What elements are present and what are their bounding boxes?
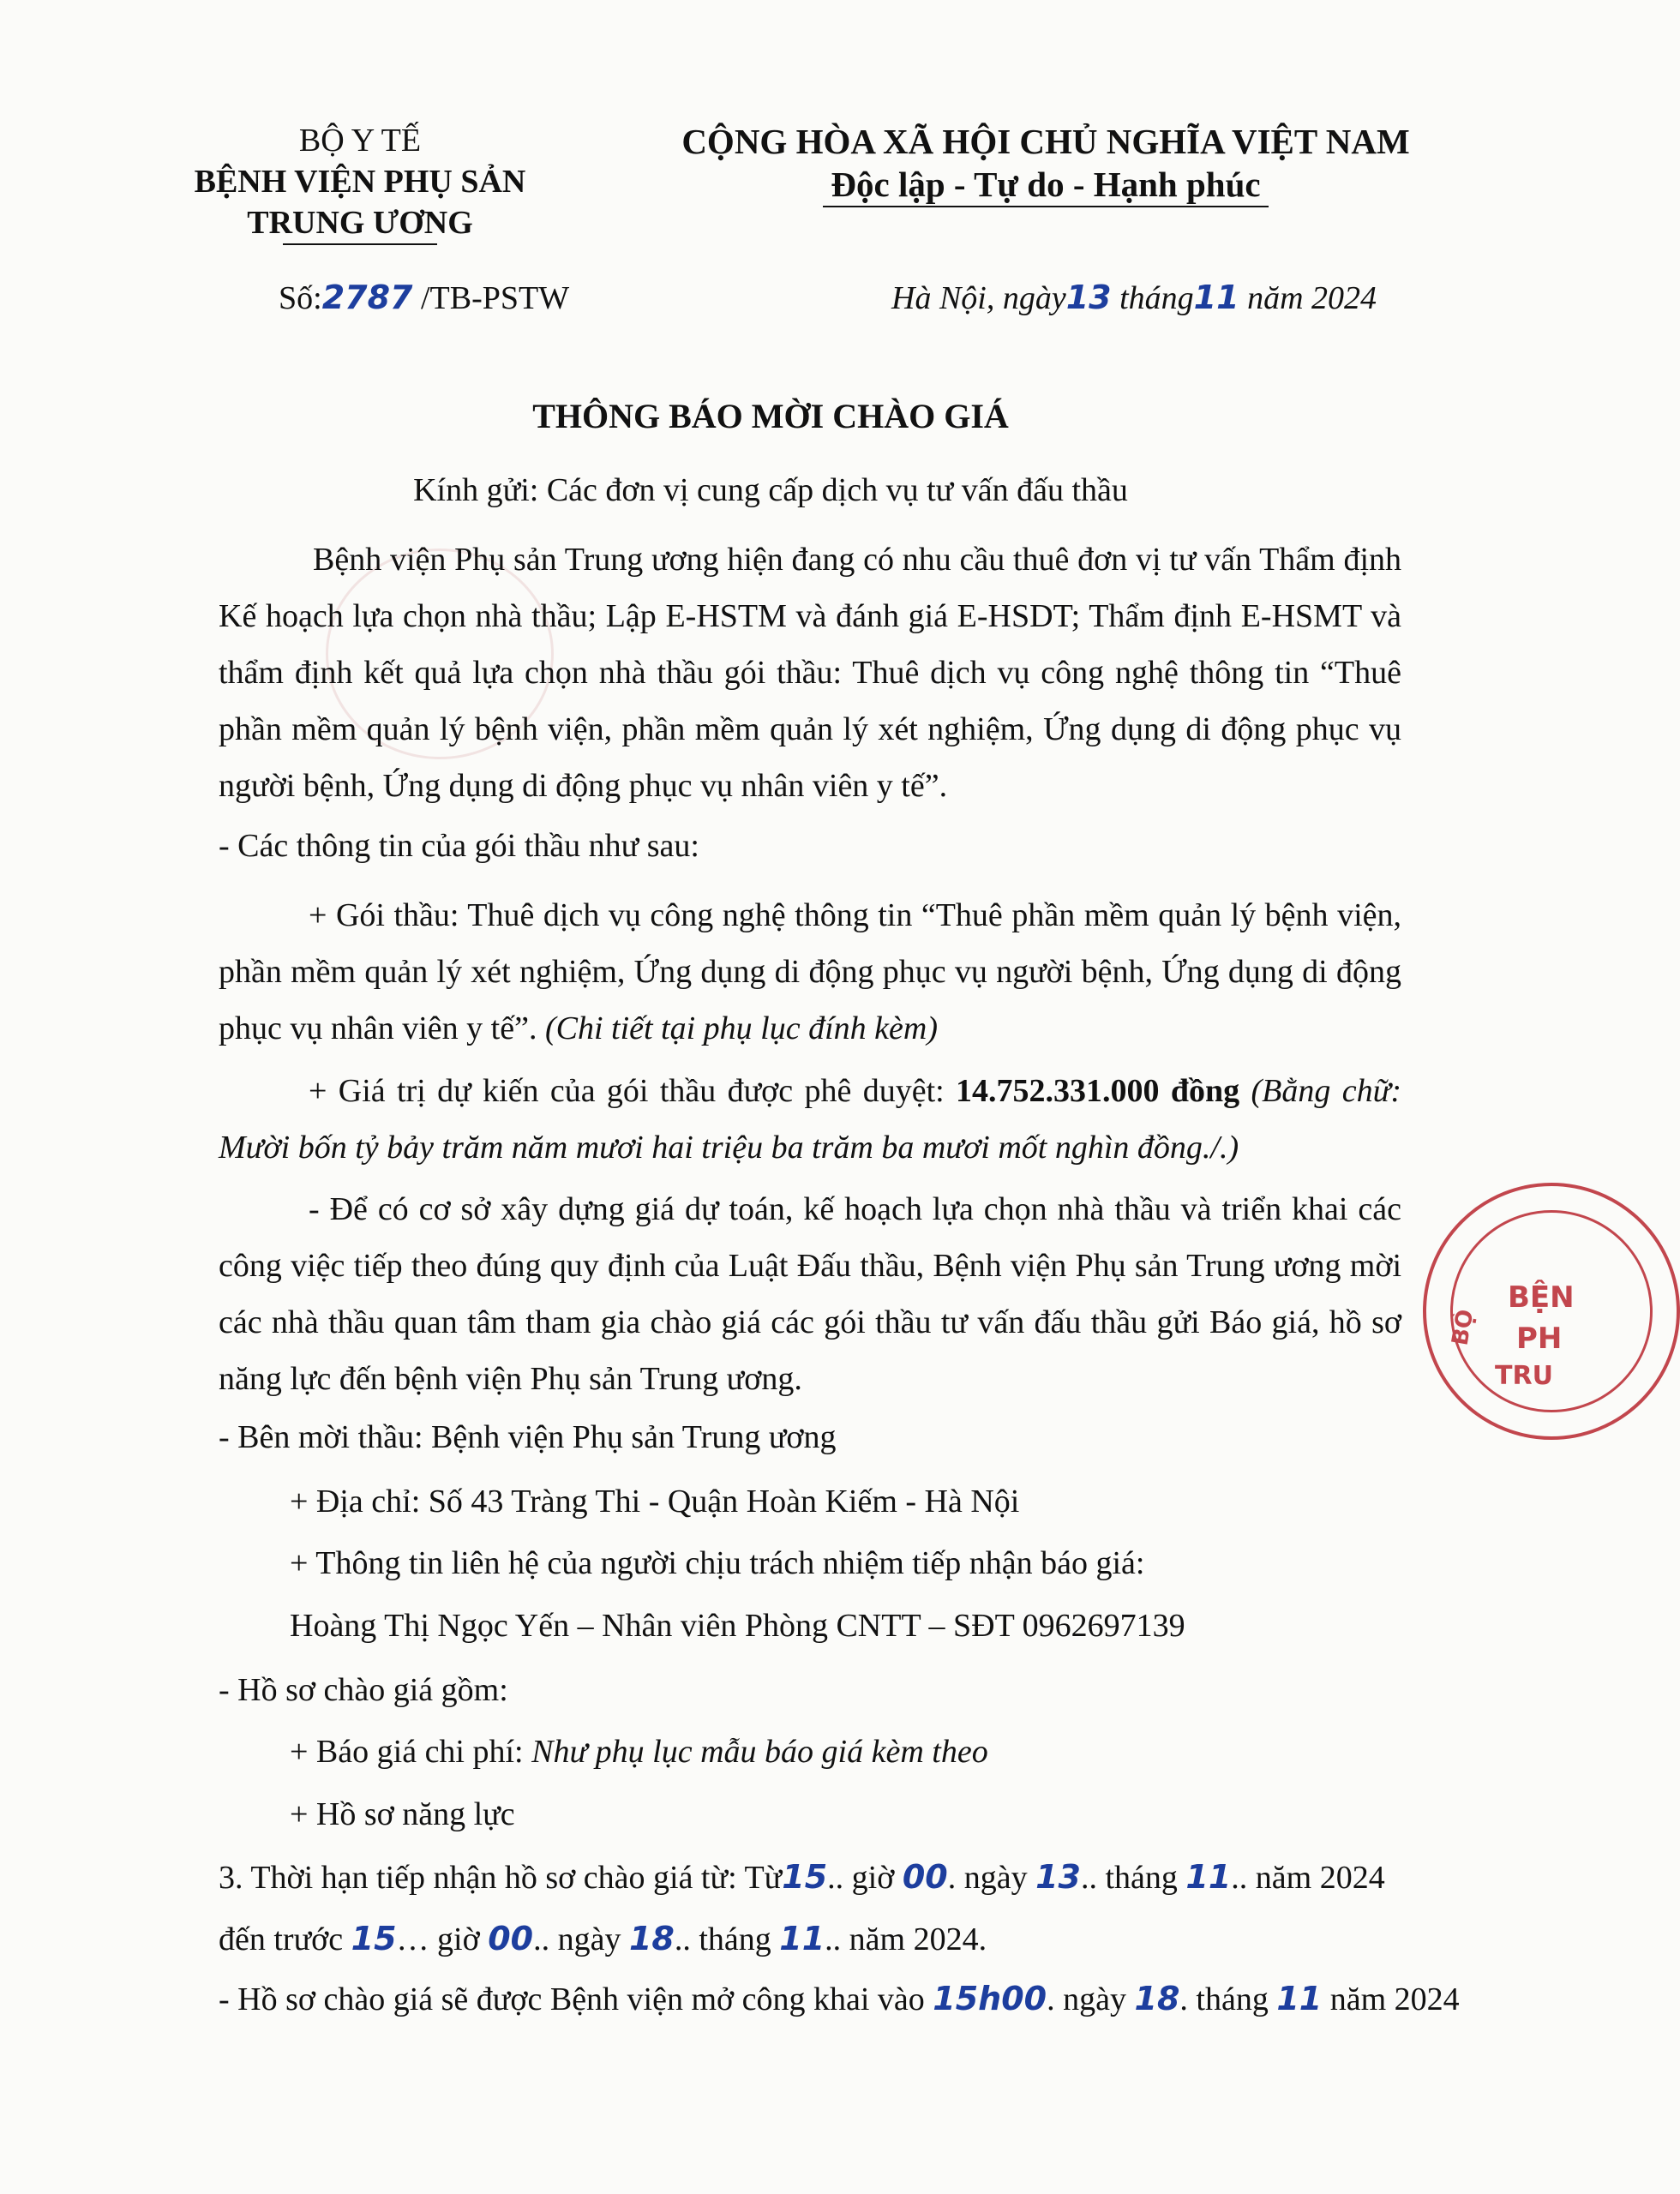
issuer-underline	[283, 243, 437, 245]
stamp-text-line1: BỆN	[1508, 1280, 1575, 1315]
stamp-text-line3: TRU	[1495, 1361, 1553, 1391]
purpose-paragraph: - Để có cơ sở xây dựng giá dự toán, kế hoạch lựa chọn nhà thầu và triển khai các công việc tiếp theo đúng quy định của Luật Đấu thầu, Bệnh viện Phụ sản Trung ương mời các nhà thầu quan tâm tham gia chào giá các gói thầu tư vấn đấu thầu gửi Báo giá, hồ sơ năng lực đến bệnh viện Phụ sản Trung ương.	[219, 1191, 1401, 1397]
document-title: THÔNG BÁO MỜI CHÀO GIÁ	[532, 397, 1009, 435]
opening-line	[219, 1980, 1460, 2018]
deadline-text: .. tháng	[1080, 1860, 1186, 1896]
package-text: + Gói thầu: Thuê dịch vụ công nghệ thông tin “Thuê phần mềm quản lý bệnh viện, phần mềm quản lý xét nghiệm, Ứng dụng di động phục vụ người bệnh, Ứng dụng di động phục vụ nhân viên y tế”.	[219, 897, 1401, 1046]
motto-underline	[823, 206, 1269, 207]
hospital-name-line2: TRUNG ƯƠNG	[247, 205, 473, 241]
inviter-line: - Bên mời thầu: Bệnh viện Phụ sản Trung ương	[219, 1419, 837, 1455]
opening-day: 18	[1134, 1980, 1180, 2017]
deadline-start-month: 11	[1185, 1858, 1232, 1896]
document-date	[891, 279, 1377, 317]
recipient-line: Kính gửi: Các đơn vị cung cấp dịch vụ tư vấn đấu thầu	[413, 472, 1128, 508]
deadline-text: đến trước	[219, 1921, 351, 1957]
opening-month: 11	[1276, 1980, 1323, 2017]
ministry-name: BỘ Y TẾ	[298, 123, 422, 159]
deadline-text: .. tháng	[674, 1921, 780, 1957]
dossier-item-capability: + Hồ sơ năng lực	[290, 1796, 515, 1832]
date-month: 11	[1193, 279, 1239, 316]
date-suffix: năm 2024	[1239, 280, 1377, 316]
deadline-end-month: 11	[779, 1920, 825, 1957]
package-note: (Chi tiết tại phụ lục đính kèm)	[544, 1010, 938, 1046]
opening-text: năm 2024	[1322, 1981, 1460, 2017]
opening-text: . tháng	[1179, 1981, 1277, 2017]
address-line: + Địa chỉ: Số 43 Tràng Thi - Quận Hoàn Kiếm - Hà Nội	[290, 1484, 1020, 1520]
deadline-line-2	[219, 1920, 987, 1958]
issuer-block	[171, 120, 549, 245]
date-mid: tháng	[1111, 280, 1194, 316]
nation-block	[660, 120, 1431, 207]
contact-heading: + Thông tin liên hệ của người chịu trách nhiệm tiếp nhận báo giá:	[290, 1545, 1145, 1581]
nation-name: CỘNG HÒA XÃ HỘI CHỦ NGHĨA VIỆT NAM	[681, 122, 1410, 161]
number-handwritten: 2787	[321, 279, 413, 316]
opening-text: . ngày	[1047, 1981, 1135, 2017]
deadline-line-1	[219, 1858, 1385, 1897]
deadline-text: .. ngày	[533, 1921, 629, 1957]
deadline-text: . ngày	[947, 1860, 1036, 1896]
number-prefix: Số:	[279, 280, 322, 316]
dossier-item-quote-note: Như phụ lục mẫu báo giá kèm theo	[531, 1734, 988, 1770]
deadline-end-hour: 15	[351, 1920, 397, 1957]
stamp-text-side: BỘ	[1447, 1307, 1479, 1348]
value-paragraph	[219, 1063, 1401, 1176]
deadline-start-minute: 00	[902, 1858, 948, 1896]
package-paragraph	[219, 887, 1401, 1057]
stamp-text-line2: PH	[1516, 1322, 1563, 1356]
deadline-text: .. năm 2024.	[825, 1921, 987, 1957]
contact-line: Hoàng Thị Ngọc Yến – Nhân viên Phòng CNTT – SĐT 0962697139	[290, 1608, 1185, 1644]
number-suffix: /TB-PSTW	[412, 280, 570, 316]
hospital-name-line1: BỆNH VIỆN PHỤ SẢN	[194, 164, 526, 200]
deadline-text: … giờ	[396, 1921, 489, 1957]
value-prefix: + Giá trị dự kiến của gói thầu được phê duyệt:	[309, 1073, 957, 1109]
document-number	[279, 279, 569, 317]
date-prefix: Hà Nội, ngày	[891, 280, 1066, 316]
dossier-item-quote-prefix: + Báo giá chi phí:	[290, 1734, 532, 1770]
deadline-text: .. năm 2024	[1231, 1860, 1385, 1896]
opening-text: - Hồ sơ chào giá sẽ được Bệnh viện mở công khai vào	[219, 1981, 933, 2017]
value-amount: 14.752.331.000 đồng	[956, 1073, 1240, 1109]
deadline-end-day: 18	[628, 1920, 675, 1957]
dossier-item-quote	[290, 1733, 988, 1771]
value-words: (Bằng chữ: Mười bốn tỷ bảy trăm năm mươi hai triệu ba trăm ba mươi mốt nghìn đồng./.)	[219, 1073, 1401, 1166]
deadline-start-day: 13	[1035, 1858, 1081, 1896]
motto: Độc lập - Tự do - Hạnh phúc	[831, 165, 1261, 204]
dossier-heading: - Hồ sơ chào giá gồm:	[219, 1672, 508, 1708]
deadline-text: .. giờ	[827, 1860, 903, 1896]
official-stamp	[1423, 1183, 1680, 1440]
deadline-start-hour: 15	[782, 1858, 828, 1896]
opening-time: 15h00	[933, 1980, 1047, 2017]
intro-paragraph: Bệnh viện Phụ sản Trung ương hiện đang có nhu cầu thuê đơn vị tư vấn Thẩm định Kế hoạch lựa chọn nhà thầu; Lập E-HSTM và đánh giá E-HSDT; Thẩm định E-HSMT và thẩm định kết quả lựa chọn nhà thầu gói thầu: Thuê dịch vụ công nghệ thông tin “Thuê phần mềm quản lý bệnh viện, phần mềm quản lý xét nghiệm, Ứng dụng di động phục vụ người bệnh, Ứng dụng di động phục vụ nhân viên y tế”.	[219, 542, 1401, 804]
deadline-text: 3. Thời hạn tiếp nhận hồ sơ chào giá từ: Từ	[219, 1860, 783, 1896]
deadline-end-minute: 00	[488, 1920, 534, 1957]
package-info-heading: - Các thông tin của gói thầu như sau:	[219, 828, 699, 864]
date-day: 13	[1065, 279, 1112, 316]
